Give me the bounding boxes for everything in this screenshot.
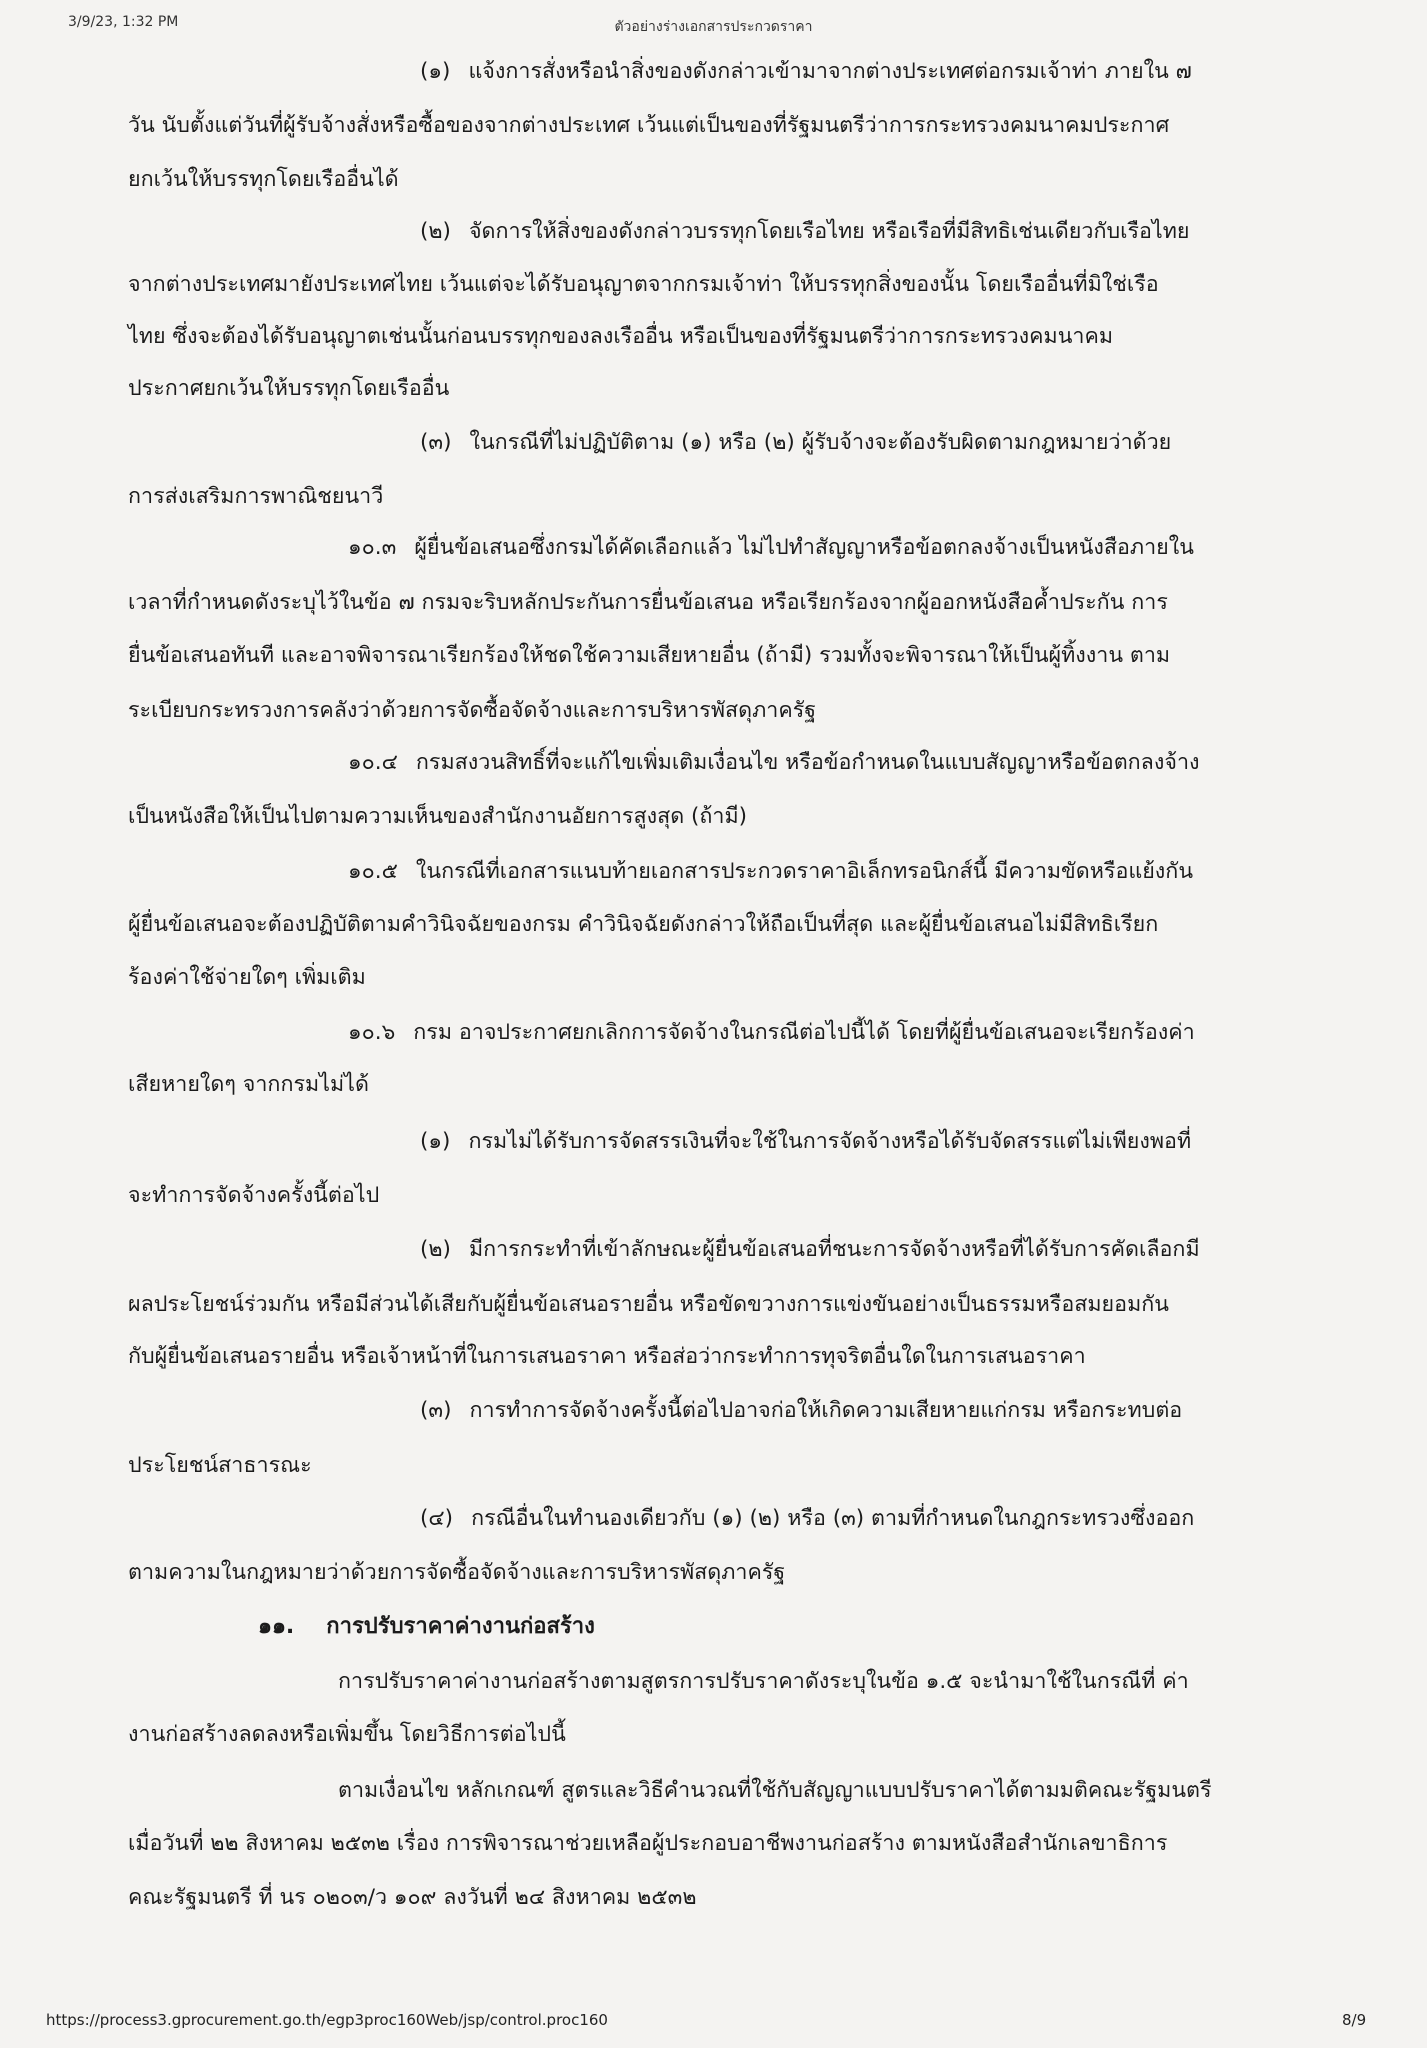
paragraph-line: (๔) กรณีอื่นในทำนองเดียวกับ (๑) (๒) หรือ (๓) ตามที่กำหนดในกฎกระทรวงซึ่งออก [420, 1504, 1194, 1534]
paragraph-line: ยื่นข้อเสนอทันที และอาจพิจารณาเรียกร้องให้ชดใช้ความเสียหายอื่น (ถ้ามี) รวมทั้งจะพิจารณาให้เป็นผู้ทิ้งงาน ตาม [128, 643, 1171, 668]
paragraph-line: ยกเว้นให้บรรทุกโดยเรืออื่นได้ [128, 167, 399, 192]
item-number: (๒) [420, 219, 451, 244]
section-heading: ๑๑. การปรับราคาค่างานก่อสร้าง [258, 1612, 595, 1642]
paragraph-line: งานก่อสร้างลดลงหรือเพิ่มขึ้น โดยวิธีการต่อไปนี้ [128, 1722, 566, 1747]
print-datetime: 3/9/23, 1:32 PM [68, 14, 179, 30]
paragraph-line: จะทำการจัดจ้างครั้งนี้ต่อไป [128, 1183, 380, 1208]
section-number: ๑๑. [258, 1614, 295, 1639]
paragraph-line: ประโยชน์สาธารณะ [128, 1453, 312, 1478]
item-number: ๑๐.๓ [348, 535, 397, 560]
paragraph-line: ๑๐.๓ ผู้ยื่นข้อเสนอซึ่งกรมได้คัดเลือกแล้ว ไม่ไปทำสัญญาหรือข้อตกลงจ้างเป็นหนังสือภายใน [348, 533, 1194, 563]
paragraph-line: (๒) จัดการให้สิ่งของดังกล่าวบรรทุกโดยเรือไทย หรือเรือที่มีสิทธิเช่นเดียวกับเรือไทย [420, 217, 1190, 247]
paragraph-line: ระเบียบกระทรวงการคลังว่าด้วยการจัดซื้อจัดจ้างและการบริหารพัสดุภาครัฐ [128, 698, 817, 723]
paragraph-line: ร้องค่าใช้จ่ายใดๆ เพิ่มเติม [128, 965, 366, 990]
page-number: 8/9 [1342, 2011, 1367, 2029]
paragraph-line: ๑๐.๖ กรม อาจประกาศยกเลิกการจัดจ้างในกรณีต่อไปนี้ได้ โดยที่ผู้ยื่นข้อเสนอจะเรียกร้องค่า [348, 1018, 1195, 1048]
paragraph-line: (๑) กรมไม่ได้รับการจัดสรรเงินที่จะใช้ในการจัดจ้างหรือได้รับจัดสรรแต่ไม่เพียงพอที่ [420, 1127, 1191, 1157]
paragraph-line: จากต่างประเทศมายังประเทศไทย เว้นแต่จะได้รับอนุญาตจากกรมเจ้าท่า ให้บรรทุกสิ่งของนั้น โดยเรืออื่นที่มิใช่เรือ [128, 272, 1159, 297]
paragraph-line: กับผู้ยื่นข้อเสนอรายอื่น หรือเจ้าหน้าที่ในการเสนอราคา หรือส่อว่ากระทำการทุจริตอื่นใดในการเสนอราคา [128, 1344, 1086, 1369]
item-number: ๑๐.๖ [348, 1020, 396, 1045]
paragraph-line: ๑๐.๔ กรมสงวนสิทธิ์ที่จะแก้ไขเพิ่มเติมเงื่อนไข หรือข้อกำหนดในแบบสัญญาหรือข้อตกลงจ้าง [348, 748, 1200, 778]
item-number: (๔) [420, 1506, 454, 1531]
paragraph-line: เวลาที่กำหนดดังระบุไว้ในข้อ ๗ กรมจะริบหลักประกันการยื่นข้อเสนอ หรือเรียกร้องจากผู้ออกหนังสือค้ำประกัน การ [128, 590, 1168, 615]
item-number: (๓) [420, 1398, 452, 1423]
paragraph-line: วัน นับตั้งแต่วันที่ผู้รับจ้างสั่งหรือซื้อของจากต่างประเทศ เว้นแต่เป็นของที่รัฐมนตรีว่าการกระทรวงคมนาคมประกาศ [128, 113, 1170, 138]
item-number: (๒) [420, 1237, 451, 1262]
paragraph-line: (๓) การทำการจัดจ้างครั้งนี้ต่อไปอาจก่อให้เกิดความเสียหายแก่กรม หรือกระทบต่อ [420, 1396, 1182, 1426]
paragraph-line: ประกาศยกเว้นให้บรรทุกโดยเรืออื่น [128, 376, 450, 401]
paragraph-line: ตามเงื่อนไข หลักเกณฑ์ สูตรและวิธีคำนวณที่ใช้กับสัญญาแบบปรับราคาได้ตามมติคณะรัฐมนตรี [338, 1778, 1212, 1803]
paragraph-line: การปรับราคาค่างานก่อสร้างตามสูตรการปรับราคาดังระบุในข้อ ๑.๕ จะนำมาใช้ในกรณีที่ ค่า [338, 1669, 1189, 1694]
paragraph-line: ไทย ซึ่งจะต้องได้รับอนุญาตเช่นนั้นก่อนบรรทุกของลงเรืออื่น หรือเป็นของที่รัฐมนตรีว่าการกระทรวงคมนาคม [128, 324, 1114, 349]
paragraph-line: คณะรัฐมนตรี ที่ นร ๐๒๐๓/ว ๑๐๙ ลงวันที่ ๒๔ สิงหาคม ๒๕๓๒ [128, 1885, 697, 1910]
paragraph-line: (๑) แจ้งการสั่งหรือนำสิ่งของดังกล่าวเข้ามาจากต่างประเทศต่อกรมเจ้าท่า ภายใน ๗ [420, 57, 1192, 87]
page-title: ตัวอย่างร่างเอกสารประกวดราคา [614, 19, 813, 35]
paragraph-line: ๑๐.๕ ในกรณีที่เอกสารแนบท้ายเอกสารประกวดราคาอิเล็กทรอนิกส์นี้ มีความขัดหรือแย้งกัน [348, 857, 1193, 887]
paragraph-line: (๒) มีการกระทำที่เข้าลักษณะผู้ยื่นข้อเสนอที่ชนะการจัดจ้างหรือที่ได้รับการคัดเลือกมี [420, 1235, 1200, 1265]
paragraph-line: ตามความในกฎหมายว่าด้วยการจัดซื้อจัดจ้างและการบริหารพัสดุภาครัฐ [128, 1560, 786, 1585]
item-number: (๑) [420, 59, 451, 84]
paragraph-line: ผลประโยชน์ร่วมกัน หรือมีส่วนได้เสียกับผู้ยื่นข้อเสนอรายอื่น หรือขัดขวางการแข่งขันอย่างเป็นธรรมหรือสมยอมกัน [128, 1292, 1169, 1317]
item-number: ๑๐.๔ [348, 750, 398, 775]
item-number: ๑๐.๕ [348, 859, 398, 884]
item-number: (๓) [420, 430, 452, 455]
paragraph-line: (๓) ในกรณีที่ไม่ปฏิบัติตาม (๑) หรือ (๒) ผู้รับจ้างจะต้องรับผิดตามกฎหมายว่าด้วย [420, 428, 1171, 458]
footer-url: https://process3.gprocurement.go.th/egp3proc160Web/jsp/control.proc160 [46, 2011, 608, 2029]
paragraph-line: ผู้ยื่นข้อเสนอจะต้องปฏิบัติตามคำวินิจฉัยของกรม คำวินิจฉัยดังกล่าวให้ถือเป็นที่สุด และผู้ยื่นข้อเสนอไม่มีสิทธิเรียก [128, 912, 1159, 937]
item-number: (๑) [420, 1129, 451, 1154]
paragraph-line: การส่งเสริมการพาณิชยนาวี [128, 484, 384, 509]
paragraph-line: เสียหายใดๆ จากกรมไม่ได้ [128, 1072, 369, 1097]
paragraph-line: เป็นหนังสือให้เป็นไปตามความเห็นของสำนักงานอัยการสูงสุด (ถ้ามี) [128, 804, 748, 829]
paragraph-line: เมื่อวันที่ ๒๒ สิงหาคม ๒๕๓๒ เรื่อง การพิจารณาช่วยเหลือผู้ประกอบอาชีพงานก่อสร้าง ตามหนังสือสำนักเลขาธิการ [128, 1831, 1168, 1856]
